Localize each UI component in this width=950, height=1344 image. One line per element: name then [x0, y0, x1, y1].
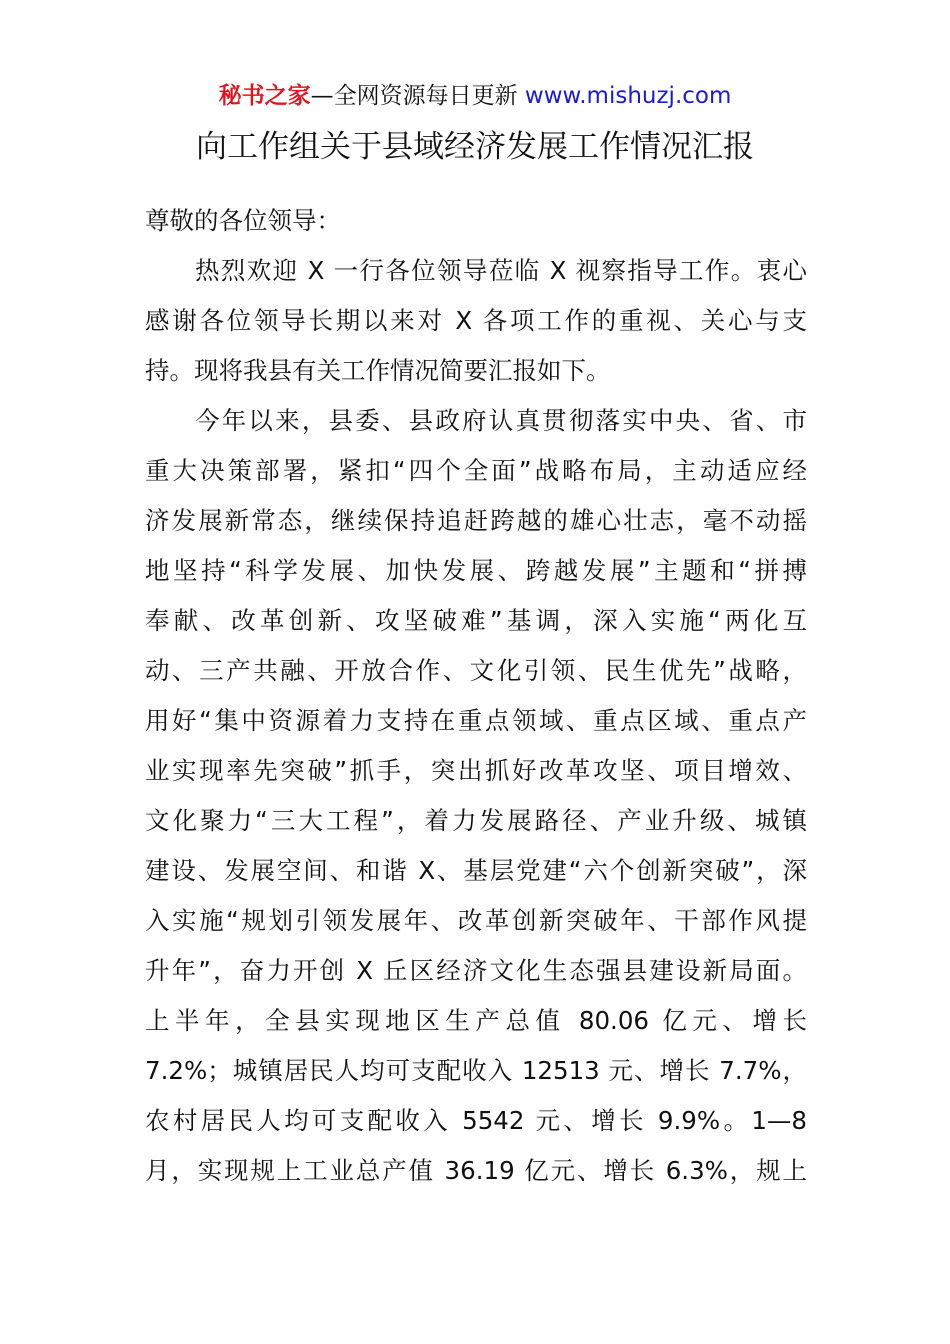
- paragraph-line: 重大决策部署，紧扣“四个全面”战略布局，主动适应经: [145, 456, 807, 485]
- paragraph-line: 农村居民人均可支配收入 5542 元、增长 9.9%。1—8: [145, 1106, 807, 1135]
- paragraph-line: 7.2%；城镇居民人均可支配收入 12513 元、增长 7.7%，: [145, 1056, 807, 1085]
- paragraph-2: [145, 396, 807, 1196]
- paragraph-line: 用好“集中资源着力支持在重点领域、重点区域、重点产: [145, 706, 807, 735]
- paragraph-line: 入实施“规划引领发展年、改革创新突破年、干部作风提: [145, 906, 807, 935]
- paragraph-line: 文化聚力“三大工程”，着力发展路径、产业升级、城镇: [145, 806, 807, 835]
- paragraph-line: 热烈欢迎 X 一行各位领导莅临 X 视察指导工作。衷心: [195, 256, 807, 285]
- paragraph-line: 上半年，全县实现地区生产总值 80.06 亿元、增长: [145, 1006, 807, 1035]
- paragraph-line: 月，实现规上工业总产值 36.19 亿元、增长 6.3%，规上: [145, 1156, 807, 1185]
- paragraph-line: 建设、发展空间、和谐 X、基层党建“六个创新突破”，深: [145, 856, 807, 885]
- paragraph-line: 持。现将我县有关工作情况简要汇报如下。: [145, 356, 611, 385]
- document-body: [145, 196, 807, 1196]
- paragraph-1: [145, 246, 807, 396]
- salutation: 尊敬的各位领导：: [145, 206, 341, 235]
- paragraph-line: 地坚持“科学发展、加快发展、跨越发展”主题和“拼搏: [145, 556, 807, 585]
- paragraph-line: 感谢各位领导长期以来对 X 各项工作的重视、关心与支: [145, 306, 807, 335]
- paragraph-line: 奉献、改革创新、攻坚破难”基调，深入实施“两化互: [145, 606, 807, 635]
- site-header: [0, 80, 950, 112]
- paragraph-line: 升年”，奋力开创 X 丘区经济文化生态强县建设新局面。: [145, 956, 807, 985]
- paragraph-line: 业实现率先突破”抓手，突出抓好改革攻坚、项目增效、: [145, 756, 807, 785]
- site-url-link[interactable]: www.mishuzj.com: [524, 83, 732, 109]
- site-tagline: —全网资源每日更新: [310, 83, 525, 109]
- site-brand: 秘书之家: [218, 83, 311, 109]
- document-title: 向工作组关于县域经济发展工作情况汇报: [196, 129, 754, 165]
- paragraph-line: 动、三产共融、开放合作、文化引领、民生优先”战略，: [145, 656, 807, 685]
- paragraph-line: 今年以来，县委、县政府认真贯彻落实中央、省、市: [195, 406, 807, 435]
- paragraph-line: 济发展新常态，继续保持追赶跨越的雄心壮志，毫不动摇: [145, 506, 807, 535]
